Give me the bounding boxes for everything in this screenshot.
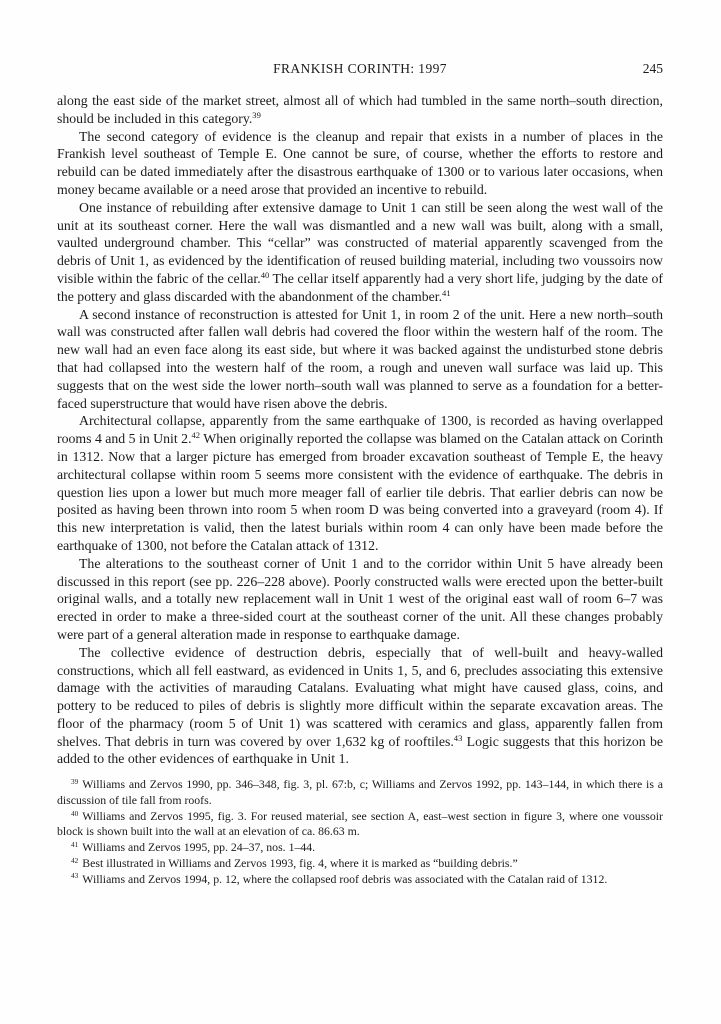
- paragraph: A second instance of reconstruction is attested for Unit 1, in room 2 of the unit. Here a new north–south wall was constructed after fallen wall debris had covered the floor within the western half of the room. The new wall had an even face along its east side, but where it was backed against the undisturbed stone debris that had collapsed into the western half of the room, a rough and uneven wall surface was laid up. This suggests that on the west side the lower north–south wall was planned to serve as a foundation for a better-faced superstructure that would have risen above the debris.: [57, 306, 663, 411]
- footnote: $^{42}$ Best illustrated in Williams and Zervos 1993, fig. 4, where it is marked as “building debris.”: [71, 855, 518, 870]
- paragraph: The second category of evidence is the cleanup and repair that exists in a number of places in the Frankish level southeast of Temple E. One cannot be sure, of course, whether the efforts to restore and rebuild can be dated immediately after the disastrous earthquake of 1300 or to various later occasions, when money became available or a need arose that provided an incentive to rebuild.: [57, 128, 663, 197]
- footnote: $^{43}$ Williams and Zervos 1994, p. 12, where the collapsed roof debris was associated with the Catalan raid of 1312.: [71, 871, 608, 886]
- paragraph: The alterations to the southeast corner of Unit 1 and to the corridor within Unit 5 have already been discussed in this report (see pp. 226–228 above). Poorly constructed walls were erected upon the better-built original walls, and a totally new replacement wall in Unit 1 west of the original east wall of room 6–7 was erected in order to make a three-sided court at the southeast corner of the unit. All these changes probably were part of a general alteration made in response to earthquake damage.: [57, 555, 663, 642]
- footnote-number: 43: [71, 871, 79, 881]
- footnote-number: 40: [71, 808, 79, 818]
- footnote-marker: 43: [453, 732, 463, 743]
- paragraph: The collective evidence of destruction debris, especially that of well-built and heavy-walled constructions, which all fell eastward, as evidenced in Units 1, 5, and 6, precludes associating this extensive damage with the activities of marauding Catalans. Evaluating what might have caused glass, coins, and pottery to be reduced to piles of debris is slightly more difficult within the separate excavation areas. The floor of the pharmacy (room 5 of Unit 1) was scattered with ceramics and glass, apparently fallen from shelves. That debris in turn was covered by over 1,632 kg of rooftiles.$^{43}$ Logic suggests that this horizon be added to the other evidences of earthquake in Unit 1.: [57, 644, 663, 767]
- footnotes: [57, 777, 663, 887]
- footnote: $^{41}$ Williams and Zervos 1995, pp. 24–37, nos. 1–44.: [71, 840, 316, 855]
- footnote-number: 41: [71, 840, 79, 850]
- page-title: FRANKISH CORINTH: 1997: [273, 61, 447, 76]
- paragraph: along the east side of the market street, almost all of which had tumbled in the same north–south direction, should be included in this category.$^{39}$: [57, 93, 663, 126]
- footnote-marker: 42: [191, 430, 201, 441]
- footnote: $^{39}$ Williams and Zervos 1990, pp. 346–348, fig. 3, pl. 67:b, c; Williams and Zervos 1992, pp. 143–144, in which there is a discussion of tile fall from roofs.: [57, 777, 663, 807]
- body-text: [57, 92, 663, 768]
- footnote-number: 39: [71, 777, 79, 787]
- footnote-marker: 40: [260, 270, 270, 281]
- paragraph: Architectural collapse, apparently from the same earthquake of 1300, is recorded as having overlapped rooms 4 and 5 in Unit 2.42 When originally reported the collapse was blamed on the Catalan attack on Corinth in 1312. Now that a larger picture has emerged from broader excavation southeast of Temple E, the heavy architectural collapse within room 5 seems more consistent with the evidence of earthquake. The debris in question lies upon a lower but much more meager fall of earlier tile debris. That earlier debris can now be posited as having been thrown into room 5 when room D was being converted into a graveyard (room 4). If this new interpretation is valid, then the latest burials within room 4 can only have been made before the earthquake of 1300, not before the Catalan attack of 1312.: [57, 413, 664, 553]
- page-number: 245: [642, 61, 663, 76]
- paragraph: One instance of rebuilding after extensive damage to Unit 1 can still be seen along the west wall of the unit at its southeast corner. Here the wall was dismantled and a new wall was built, along with a small, vaulted underground chamber. This “cellar” was constructed of material apparently scavenged from the debris of Unit 1, as evidenced by the identification of reused building material, including two voussoirs now visible within the fabric of the cellar.$^{40}$ The cellar itself apparently had a very short life, judging by the date of the pottery and glass discarded with the abandonment of the chamber.$^{41}$: [57, 199, 663, 304]
- running-head: [57, 62, 663, 76]
- footnote: $^{40}$ Williams and Zervos 1995, fig. 3. For reused material, see section A, east–west section in figure 3, where one voussoir block is shown built into the wall at an elevation of ca. 86.63 m.: [57, 808, 663, 839]
- footnote-marker: 41: [442, 288, 451, 299]
- footnote-marker: 39: [252, 110, 261, 121]
- footnote-number: 42: [71, 855, 79, 865]
